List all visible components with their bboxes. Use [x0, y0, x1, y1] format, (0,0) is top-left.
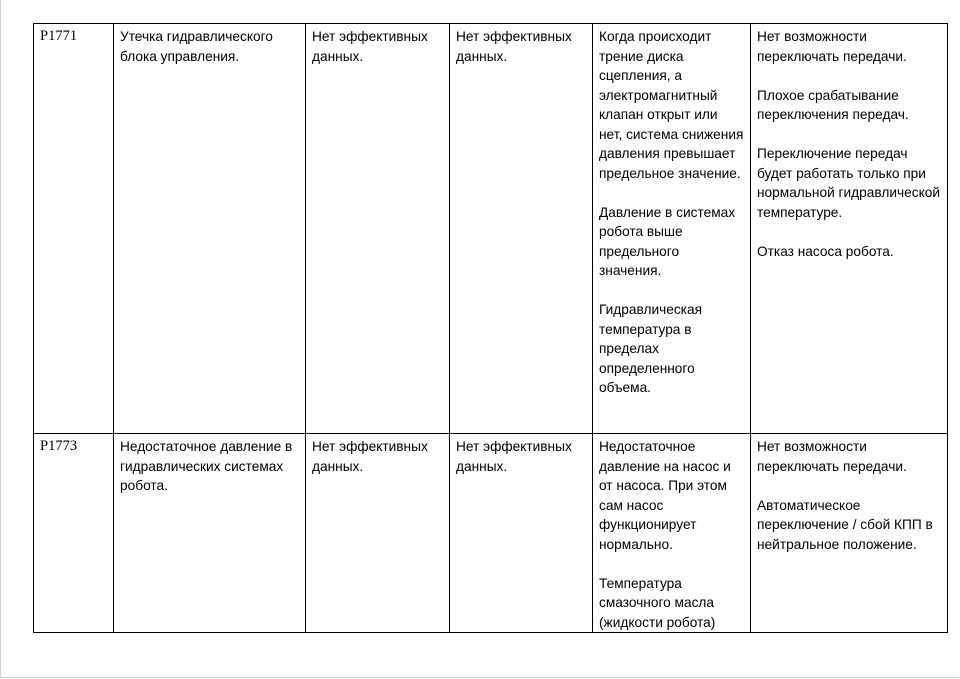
conditions-cell	[593, 24, 751, 434]
symptoms-cell	[751, 24, 948, 434]
fault-code-cell: P1771	[34, 24, 114, 434]
symptom-paragraph: Плохое срабатывание переключения передач.	[757, 87, 909, 122]
condition-paragraph: Недостаточное давление на насос и от насоса. При этом сам насос функционирует нормально.	[599, 439, 731, 552]
symptoms-cell	[751, 434, 948, 633]
condition-paragraph: Температура смазочного масла (жидкости робота)	[599, 575, 716, 630]
condition-paragraph: Гидравлическая температура в пределах определенного объема.	[599, 302, 702, 395]
conditions-cell	[593, 434, 751, 633]
table-row	[34, 434, 948, 633]
symptom-paragraph: Переключение передач будет работать только при нормальной гидравлической температуре.	[757, 146, 940, 220]
fault-description-cell: Недостаточное давление в гидравлических системах робота.	[114, 434, 306, 633]
fault-description-cell: Утечка гидравлического блока управления.	[114, 24, 306, 434]
fault-code-table	[33, 23, 948, 633]
data-cell: Нет эффективных данных.	[450, 24, 593, 434]
symptom-paragraph: Отказ насоса робота.	[757, 243, 894, 259]
data-cell: Нет эффективных данных.	[306, 24, 450, 434]
fault-code-cell: P1773	[34, 434, 114, 633]
data-cell: Нет эффективных данных.	[450, 434, 593, 633]
table-row	[34, 24, 948, 434]
condition-paragraph: Когда происходит трение диска сцепления, а электромагнитный клапан открыт или нет, система снижения давления превышает предельное значение.	[599, 29, 744, 181]
symptom-paragraph: Нет возможности переключать передачи.	[757, 439, 907, 474]
condition-paragraph: Давление в системах робота выше предельного значения.	[599, 204, 736, 278]
data-cell: Нет эффективных данных.	[306, 434, 450, 633]
symptom-paragraph: Автоматическое переключение / сбой КПП в нейтральное положение.	[757, 497, 933, 552]
symptom-paragraph: Нет возможности переключать передачи.	[757, 29, 907, 64]
